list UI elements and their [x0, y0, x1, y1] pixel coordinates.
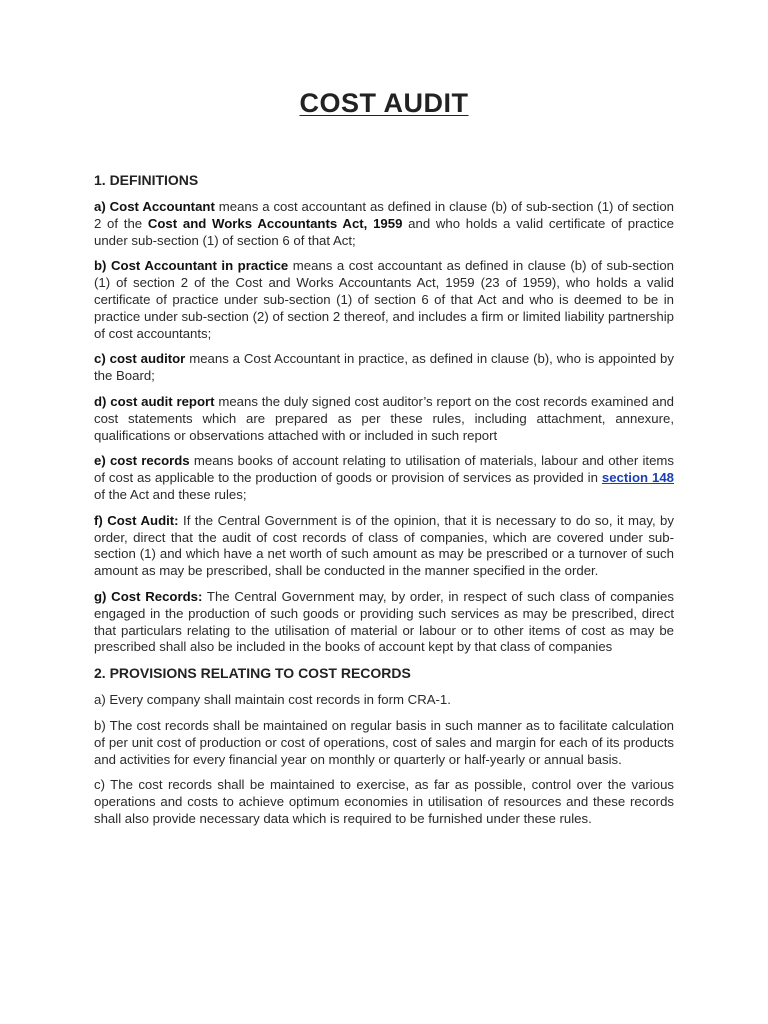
- definition-text: means a cost accountant as defined in clause (b) of sub-section (1) of section 2 of the Cost and Works Accountants Act, 1959 (23 of 1959), who holds a valid certificate of practice under sub-section (1) of section 6 of that Act and who is deemed to be in practice under sub-section (2) of section 2 thereof, and includes a firm or limited liability partnership of cost accountants;: [94, 258, 674, 341]
- definition-term: f) Cost Audit:: [94, 512, 179, 528]
- definition-term: b) Cost Accountant in practice: [94, 258, 289, 274]
- provision-paragraph: b) The cost records shall be maintained on regular basis in such manner as to facilitate calculation of per unit cost of production or cost of operations, cost of sales and margin for each of its products and activities for every financial year on monthly or quarterly or half-yearly or annual basis.: [94, 717, 674, 767]
- provision-paragraph: a) Every company shall maintain cost records in form CRA-1.: [94, 692, 451, 708]
- definition-cost-audit: [94, 513, 674, 580]
- definition-text: and who holds a valid certificate of practice under sub-section (1) of section 6 of that Act;: [94, 215, 674, 248]
- definition-text: means a cost accountant as defined in clause (b) of sub-section (1) of section 2 of the: [94, 199, 674, 231]
- provision-paragraph: c) The cost records shall be maintained to exercise, as far as possible, control over the various operations and costs to achieve optimum economies in utilisation of resources and these records shall also provide necessary data which is required to be furnished under these rules.: [94, 777, 674, 826]
- definition-text: means a Cost Accountant in practice, as defined in clause (b), who is appointed by the Board;: [94, 351, 674, 384]
- definition-term: e) cost records: [94, 453, 190, 469]
- definition-cost-records-order: [94, 589, 674, 656]
- definition-text: means the duly signed cost auditor’s report on the cost records examined and cost statements which are prepared as per these rules, including attachment, annexure, qualifications or observations attached with or included in such report: [94, 393, 674, 443]
- section-heading-definitions: 1. DEFINITIONS: [94, 172, 199, 188]
- section-heading-cost-records: 2. PROVISIONS RELATING TO COST RECORDS: [94, 665, 411, 682]
- definition-text: If the Central Government is of the opinion, that it is necessary to do so, it may, by order, direct that the audit of cost records of class of companies, which are covered under sub-section (1) and which have a net worth of such amount as may be prescribed or a turnover of such amount as may be prescribed, shall be conducted in the manner specified in the order.: [94, 512, 674, 579]
- definition-cost-accountant: [94, 199, 674, 249]
- definition-term: a) Cost Accountant: [94, 199, 215, 214]
- definition-term: d) cost audit report: [94, 393, 215, 409]
- act-name: Cost and Works Accountants Act, 1959: [147, 215, 403, 231]
- definition-term: g) Cost Records:: [94, 588, 203, 604]
- definition-term: c) cost auditor: [94, 351, 186, 367]
- definition-cost-accountant-in-practice: [94, 258, 674, 342]
- document-title: COST AUDIT: [299, 88, 469, 118]
- definition-cost-audit-report: [94, 394, 674, 444]
- definition-text: The Central Government may, by order, in respect of such class of companies engaged in the production of such goods or providing such services as may be prescribed, direct that particulars relating to the utilisation of material or labour or to other items of cost as may be prescribed shall also be included in the books of account kept by that class of companies: [94, 588, 674, 655]
- definition-cost-auditor: [94, 351, 674, 385]
- section-148-link[interactable]: section 148: [601, 470, 674, 486]
- definition-cost-records: [94, 453, 674, 503]
- definition-text: means books of account relating to utilisation of materials, labour and other items of cost as applicable to the production of goods or provision of services as provided in: [94, 453, 674, 486]
- definition-text: of the Act and these rules;: [94, 486, 247, 502]
